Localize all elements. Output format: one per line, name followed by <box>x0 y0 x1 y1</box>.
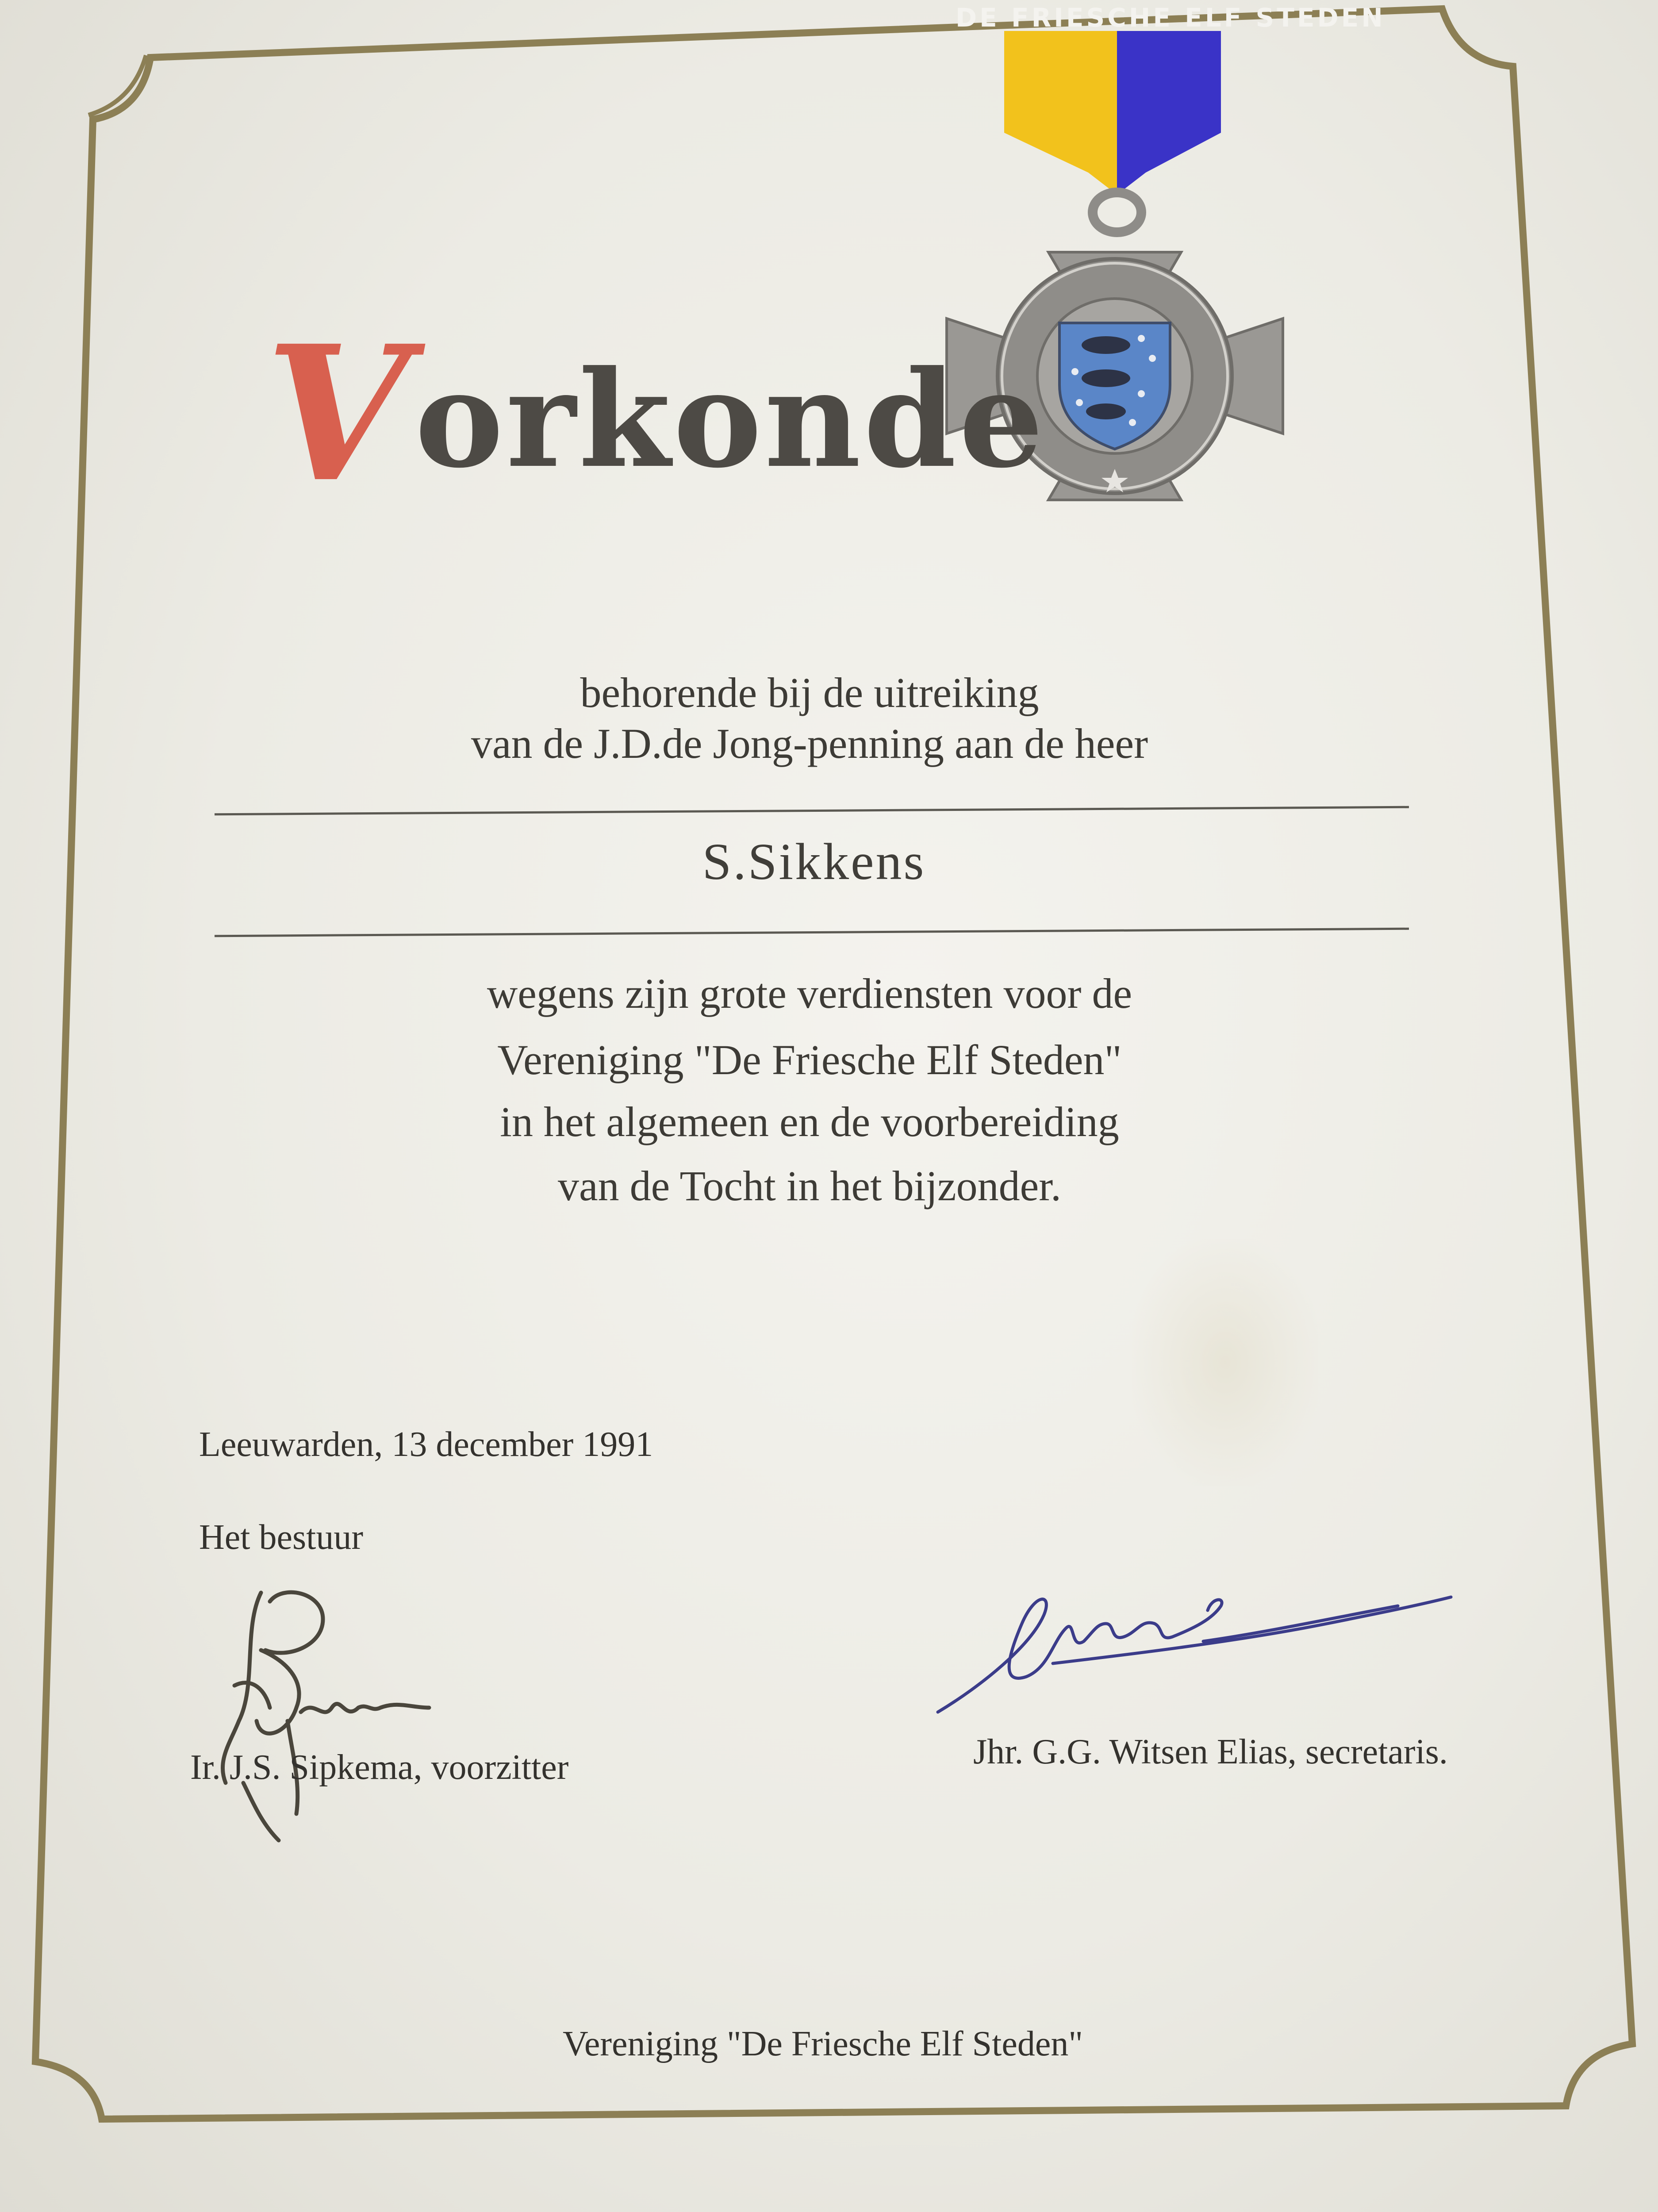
place-date: Leeuwarden, 13 december 1991 <box>199 1425 653 1464</box>
signature-left <box>190 1575 553 1849</box>
reason-line-1: wegens zijn grote verdiensten voor de <box>487 970 1132 1017</box>
reason-line-2: Vereniging "De Friesche Elf Steden" <box>497 1036 1122 1083</box>
medal-inscription: DE FRIESCHE ELF STEDEN <box>956 3 1386 33</box>
recipient-name: S.Sikkens <box>702 833 926 891</box>
title-initial: V <box>265 305 412 523</box>
intro-line-1: behorende bij de uitreiking <box>580 669 1039 716</box>
reason-line-3: in het algemeen en de voorbereiding <box>500 1098 1119 1145</box>
board-label: Het bestuur <box>199 1518 364 1557</box>
reason-line-4: van de Tocht in het bijzonder. <box>558 1162 1061 1210</box>
signature-right <box>929 1553 1460 1730</box>
certificate-title <box>265 305 1046 523</box>
signatory-right: Jhr. G.G. Witsen Elias, secretaris. <box>973 1732 1448 1771</box>
signatory-left: Ir. J.S. Sipkema, voorzitter <box>190 1748 569 1787</box>
paper-stain <box>1132 1239 1318 1486</box>
title-rest: orkonde <box>414 341 1046 497</box>
intro-line-2: van de J.D.de Jong-penning aan de heer <box>471 720 1148 767</box>
footer-association: Vereniging "De Friesche Elf Steden" <box>562 2024 1083 2063</box>
